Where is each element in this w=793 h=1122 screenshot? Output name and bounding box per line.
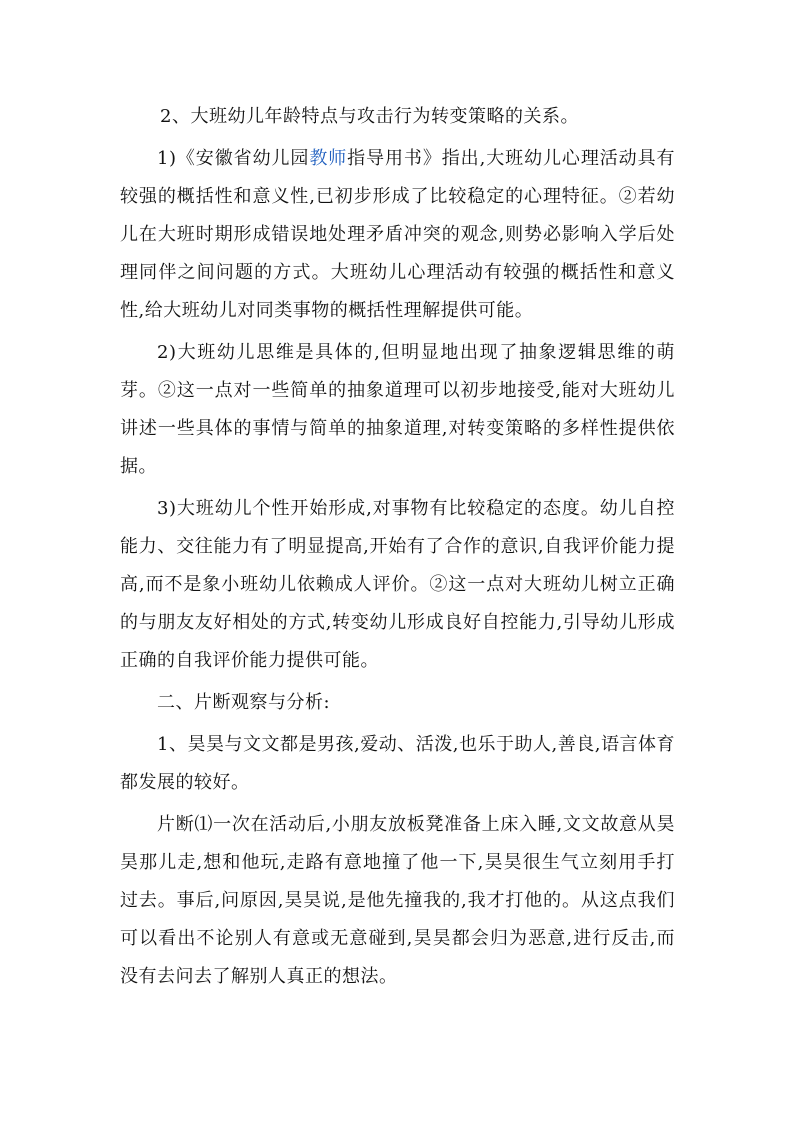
paragraph-text: 1、昊昊与文文都是男孩,爱动、活泼,也乐于助人,善良,语言体育都发展的较好。 bbox=[120, 734, 675, 793]
document-body bbox=[120, 98, 675, 1000]
paragraph-point-3 bbox=[120, 490, 675, 680]
paragraph-point-1 bbox=[120, 140, 675, 330]
paragraph-observation-1 bbox=[120, 726, 675, 802]
paragraph-text: 2、大班幼儿年龄特点与攻击行为转变策略的关系。 bbox=[160, 106, 579, 127]
paragraph-fragment-1 bbox=[120, 806, 675, 996]
paragraph-section-heading bbox=[120, 684, 675, 722]
paragraph-point-2 bbox=[120, 334, 675, 486]
paragraph-text: 片断⑴一次在活动后,小朋友放板凳准备上床入睡,文文故意从昊昊那儿走,想和他玩,走路有意地撞了他一下,昊昊很生气立刻用手打过去。事后,问原因,昊昊说,是他先撞我的,我才打他的。从这点我们可以看出不论别人有意或无意碰到,昊昊都会归为恶意,进行反击,而没有去问去了解别人真正的想法。 bbox=[120, 814, 675, 987]
paragraph-text: 指导用书》指出,大班幼儿心理活动具有较强的概括性和意义性,已初步形成了比较稳定的心理特征。②若幼儿在大班时期形成错误地处理矛盾冲突的观念,则势必影响入学后处理同伴之间问题的方式。大班幼儿心理活动有较强的概括性和意义性,给大班幼儿对同类事物的概括性理解提供可能。 bbox=[120, 148, 675, 321]
paragraph-text: 1)《安徽省幼儿园 bbox=[157, 148, 310, 169]
paragraph-heading-relationship bbox=[120, 98, 675, 136]
paragraph-text: 2)大班幼儿思维是具体的,但明显地出现了抽象逻辑思维的萌芽。②这一点对一些简单的抽象道理可以初步地接受,能对大班幼儿讲述一些具体的事情与简单的抽象道理,对转变策略的多样性提供依据。 bbox=[120, 342, 675, 477]
paragraph-text: 二、片断观察与分析: bbox=[157, 692, 331, 713]
paragraph-text: 3)大班幼儿个性开始形成,对事物有比较稳定的态度。幼儿自控能力、交往能力有了明显提高,开始有了合作的意识,自我评价能力提高,而不是象小班幼儿依赖成人评价。②这一点对大班幼儿树立正确的与朋友友好相处的方式,转变幼儿形成良好自控能力,引导幼儿形成正确的自我评价能力提供可能。 bbox=[120, 498, 675, 671]
teacher-link[interactable]: 教师 bbox=[309, 148, 348, 169]
